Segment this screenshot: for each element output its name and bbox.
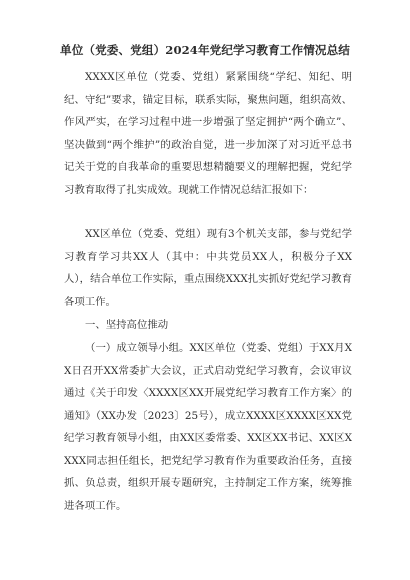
section-heading: 一、坚持高位推动 — [85, 319, 169, 331]
section-paragraph: （一）成立领导小组。XX区单位（党委、党组）于XX月XX日召开XX常委扩大会议，正式启动党纪学习教育，会议审议通过《关于印发〈XXXX区XX开展党纪学习教育工作方案〉的通知》（XX办发〔2023〕25号），成立XXXX区XXXX区XX党纪学习教育领导小组，由XX区委常委、XX区XX书记、XX区XXXX同志担任组长，把党纪学习教育作为重要政治任务，直接抓、负总责，组织开展专题研究，主持制定工作方案，统筹推进各项工作。 — [64, 342, 352, 512]
overview-paragraph: XX区单位（党委、党组）现有3个机关支部，参与党纪学习教育学习共XX人（其中：中共党员XX人，积极分子XX人），结合单位工作实际，重点围绕XXX扎实抓好党纪学习教育各项工作。 — [64, 228, 352, 308]
intro-paragraph: XXXX区单位（党委、党组）紧紧围绕“学纪、知纪、明纪、守纪”要求，锚定目标，联系实际，聚焦问题，组织高效、作风严实，在学习过程中进一步增强了坚定拥护“两个确立”、坚决做到“两个维护”的政治自觉，进一步加深了对习近平总书记关于党的自我革命的重要思想精髓要义的理解把握，党纪学习教育取得了扎实成效。现就工作情况总结汇报如下： — [64, 71, 352, 196]
document-title: 单位（党委、党组）2024年党纪学习教育工作情况总结 — [60, 43, 350, 57]
